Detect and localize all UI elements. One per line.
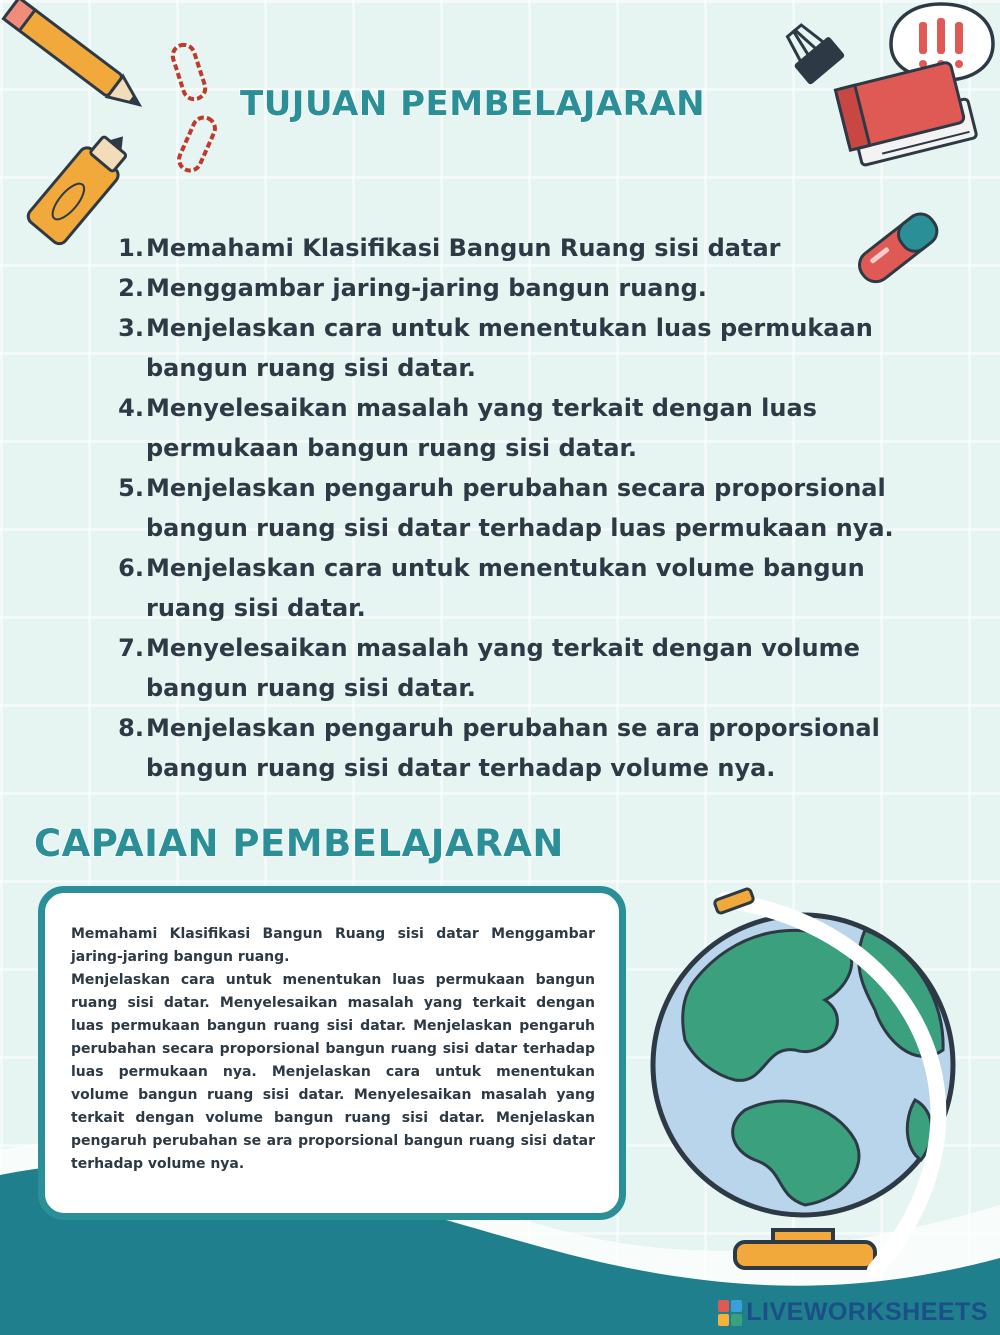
tujuan-title: TUJUAN PEMBELAJARAN [240, 84, 706, 124]
list-item [116, 628, 951, 708]
liveworksheets-logo-icon [718, 1300, 742, 1326]
book-icon [830, 52, 980, 182]
pencil-icon [0, 0, 150, 125]
list-item-text: Menyelesaikan masalah yang terkait dengan luas permukaan bangun ruang sisi datar. [146, 394, 817, 462]
list-item [116, 388, 951, 468]
list-item-number: 5. [118, 474, 144, 502]
capaian-paragraph-2: Menjelaskan cara untuk menentukan luas permukaan bangun ruang sisi datar. Menyelesaikan masalah yang terkait dengan luas permukaan bangun ruang sisi datar. Menjelaskan pengaruh perubahan secara proporsional bangun ruang sisi datar terhadap luas permukaan nya. Menjelaskan cara untuk menentukan volume bangun ruang sisi datar. Menyelesaikan masalah yang terkait dengan volume bangun ruang sisi datar. Menjelaskan pengaruh perubahan se ara proporsional bangun ruang sisi datar terhadap volume nya. [71, 972, 595, 1172]
globe-icon [625, 870, 995, 1310]
list-item-text: Menggambar jaring-jaring bangun ruang. [146, 274, 707, 302]
list-item-number: 7. [118, 634, 144, 662]
list-item-number: 8. [118, 714, 144, 742]
list-item-text: Memahami Klasifikasi Bangun Ruang sisi datar [146, 234, 781, 262]
list-item-number: 1. [118, 234, 144, 262]
list-item [116, 708, 951, 788]
list-item [116, 268, 951, 308]
liveworksheets-brand[interactable] [718, 1298, 988, 1327]
list-item-number: 6. [118, 554, 144, 582]
list-item [116, 548, 951, 628]
capaian-box [38, 886, 626, 1220]
list-item [116, 228, 951, 268]
list-item-text: Menjelaskan pengaruh perubahan se ara proporsional bangun ruang sisi datar terhadap volume nya. [146, 714, 880, 782]
paperclip-icon [168, 40, 228, 180]
capaian-title: CAPAIAN PEMBELAJARAN [34, 822, 564, 865]
list-item-number: 3. [118, 314, 144, 342]
list-item-text: Menjelaskan pengaruh perubahan secara proporsional bangun ruang sisi datar terhadap luas permukaan nya. [146, 474, 894, 542]
list-item-number: 2. [118, 274, 144, 302]
list-item-number: 4. [118, 394, 144, 422]
tujuan-list [116, 228, 951, 788]
liveworksheets-wordmark: LIVEWORKSHEETS [746, 1298, 988, 1326]
list-item [116, 308, 951, 388]
list-item [116, 468, 951, 548]
list-item-text: Menjelaskan cara untuk menentukan volume bangun ruang sisi datar. [146, 554, 865, 622]
capaian-paragraph-1: Memahami Klasifikasi Bangun Ruang sisi datar Menggambar jaring-jaring bangun ruang. [71, 926, 595, 965]
list-item-text: Menjelaskan cara untuk menentukan luas permukaan bangun ruang sisi datar. [146, 314, 873, 382]
list-item-text: Menyelesaikan masalah yang terkait dengan volume bangun ruang sisi datar. [146, 634, 860, 702]
